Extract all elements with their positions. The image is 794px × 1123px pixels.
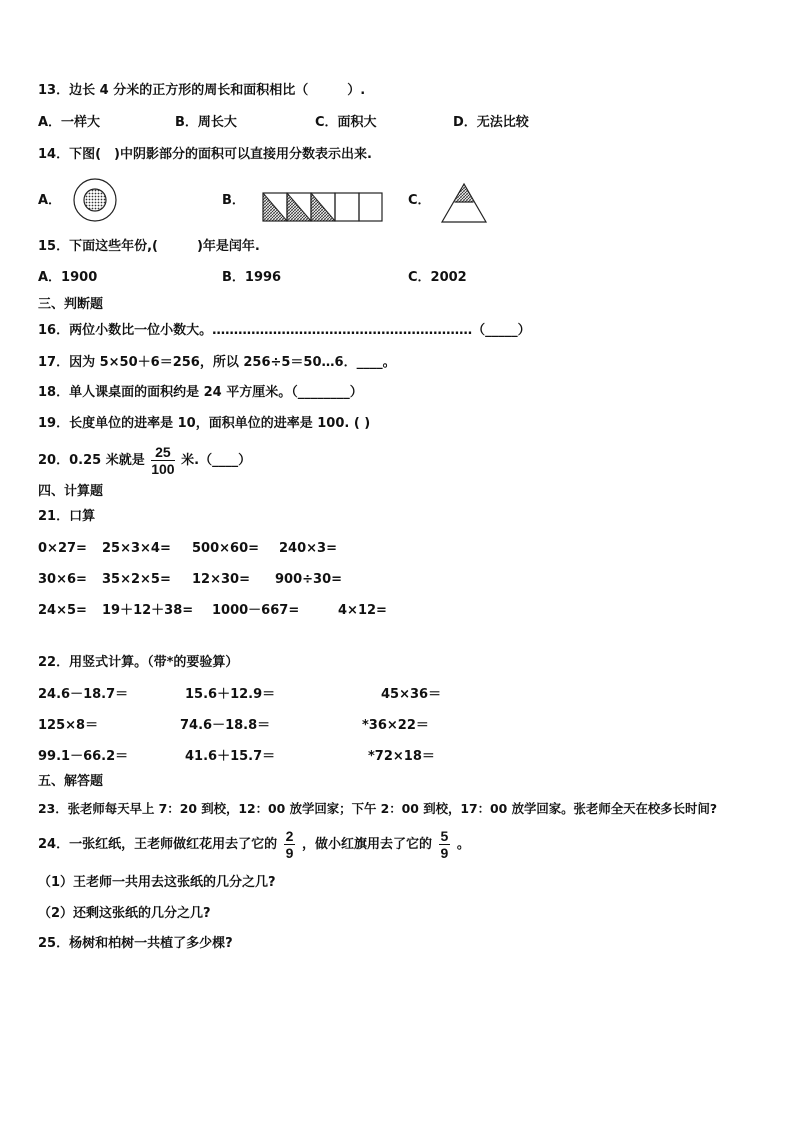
q22-title: 22．用竖式计算。（带*的要验算） [38,655,239,670]
q24-fraction-2-denominator: 9 [440,845,449,861]
section-heading-calculation: 四、计算题 [38,484,104,499]
q22-r1-c2: 15.6＋12.9＝ [185,687,276,702]
q24-fraction-2-numerator: 5 [440,828,449,844]
q15-option-b: B．1996 [222,270,282,285]
q22-r1-c1: 24.6－18.7＝ [38,687,129,702]
q20-fraction-denominator: 100 [151,461,175,477]
five-squares-icon [262,192,383,223]
q20-text-before: 20．0.25 米就是 [38,453,145,468]
q20 [38,442,251,480]
q22-r3-c1: 99.1－66.2＝ [38,749,129,764]
q15-option-c: C．2002 [408,270,467,285]
q14-option-c: C． [408,193,431,208]
q22-r1-c3: 45×36＝ [381,687,442,702]
q21-r1-c3: 500×60= [192,541,260,556]
q20-fraction [151,444,174,477]
q24 [38,826,470,864]
q13-option-a: A．一样大 [38,115,101,130]
q24-text-middle: ，做小红旗用去了它的 [301,837,432,852]
q22-r3-c2: 41.6＋15.7＝ [185,749,276,764]
q24-fraction-1 [284,828,296,861]
q16: 16．两位小数比一位小数大。……………………………………………………（_____） [38,323,531,338]
q21-r3-c3: 1000－667= [212,603,300,618]
q15-option-a: A．1900 [38,270,98,285]
q24-sub-1: （1）王老师一共用去这张纸的几分之几? [38,875,276,890]
q21-r2-c3: 12×30= [192,572,250,587]
q24-fraction-1-denominator: 9 [285,845,294,861]
q24-text-after: 。 [456,837,470,852]
q25: 25．杨树和柏树一共植了多少棵? [38,936,233,951]
q20-fraction-numerator: 25 [151,444,174,461]
q24-fraction-2 [439,828,451,861]
section-heading-word-problems: 五、解答题 [38,774,104,789]
concentric-circles-icon [70,177,120,223]
q17: 17．因为 5×50＋6＝256，所以 256÷5＝50…6．____。 [38,355,396,370]
q21-r2-c2: 35×2×5= [102,572,171,587]
q24-sub-2: （2）还剩这张纸的几分之几? [38,906,211,921]
q23: 23．张老师每天早上 7：20 到校，12：00 放学回家；下午 2：00 到校，17：00 放学回家。张老师全天在校多长时间? [38,801,718,816]
q14-option-b: B． [222,193,245,208]
q21-r3-c4: 4×12= [338,603,387,618]
q21-r3-c1: 24×5= [38,603,87,618]
q18: 18．单人课桌面的面积约是 24 平方厘米。（________） [38,385,363,400]
q21-r1-c4: 240×3= [279,541,337,556]
q14-option-a: A． [38,193,62,208]
q20-text-after: 米.（____） [181,453,252,468]
q15-stem: 15．下面这些年份,( )年是闰年. [38,239,260,254]
q21-r3-c2: 19＋12＋38= [102,603,194,618]
q22-r3-c3: *72×18＝ [368,749,435,764]
q22-r2-c3: *36×22＝ [362,718,429,733]
q21-r1-c2: 25×3×4= [102,541,171,556]
q24-fraction-1-numerator: 2 [285,828,294,844]
q21-r2-c1: 30×6= [38,572,87,587]
triangle-icon [440,182,488,224]
q13-stem: 13．边长 4 分米的正方形的周长和面积相比（ ）. [38,83,366,98]
q22-r2-c1: 125×8＝ [38,718,99,733]
q24-text-before: 24．一张红纸，王老师做红花用去了它的 [38,837,278,852]
q21-r1-c1: 0×27= [38,541,87,556]
q13-option-b: B．周长大 [175,115,237,130]
q21-title: 21．口算 [38,509,96,524]
q19: 19．长度单位的进率是 10，面积单位的进率是 100. ( ) [38,416,371,431]
q21-r2-c4: 900÷30= [275,572,343,587]
section-heading-judgement: 三、判断题 [38,297,104,312]
q13-option-c: C．面积大 [315,115,377,130]
q14-stem: 14．下图( )中阴影部分的面积可以直接用分数表示出来. [38,147,372,162]
q22-r2-c2: 74.6－18.8＝ [180,718,271,733]
q13-option-d: D．无法比较 [453,115,529,130]
